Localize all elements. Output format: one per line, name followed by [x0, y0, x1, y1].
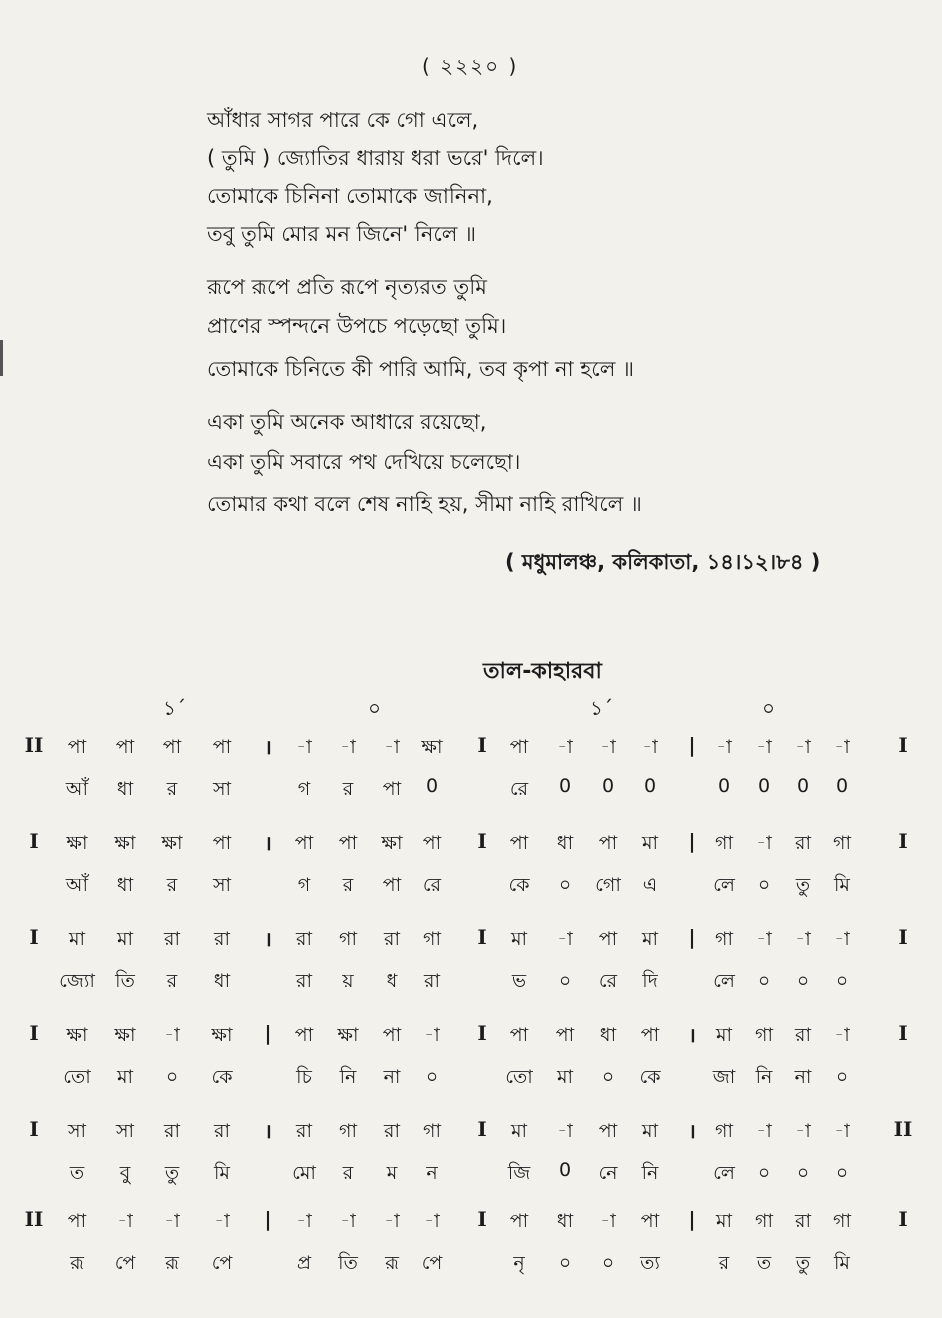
bar-line: | — [688, 925, 696, 949]
swar-note: রা — [384, 1120, 400, 1142]
swar-note: রা — [214, 1120, 230, 1142]
bani-syllable: র — [342, 778, 354, 800]
bani-syllable: ত — [69, 1162, 85, 1184]
swar-note: পা — [509, 1210, 529, 1232]
swar-note: ধা — [556, 1210, 574, 1232]
swar-note: মা — [715, 1024, 733, 1046]
bani-syllable: মো — [292, 1162, 316, 1184]
bar-line: II — [893, 1117, 913, 1141]
bani-syllable: ০ — [601, 1066, 615, 1088]
lyric-line: প্রাণের স্পন্দনে উপচে পড়েছো তুমি। — [207, 314, 507, 338]
swar-note: গা — [833, 832, 851, 854]
bani-syllable: পে — [421, 1252, 443, 1274]
swar-note: গা — [755, 1210, 773, 1232]
swar-note: -া — [795, 928, 811, 950]
swar-note: মা — [641, 832, 659, 854]
swar-note: -া — [642, 736, 658, 758]
lyric-line: ( তুমি ) জ্যোতির ধারায় ধরা ভরে' দিলে। — [207, 146, 544, 170]
bani-syllable: র — [166, 874, 178, 896]
bani-syllable: ধ — [386, 970, 398, 992]
composition-credit: ( মধুমালঞ্চ, কলিকাতা, ১৪।১২।৮৪ ) — [505, 550, 821, 574]
bani-syllable: গ — [297, 874, 311, 896]
bani-row — [0, 1249, 942, 1291]
bani-syllable: সা — [212, 778, 232, 800]
lyric-line: তোমার কথা বলে শেষ নাহি হয়, সীমা নাহি রাখিলে ॥ — [207, 492, 642, 516]
bani-syllable: লে — [713, 1162, 735, 1184]
bani-syllable: তু — [795, 1252, 811, 1274]
swar-note: পা — [115, 736, 135, 758]
bar-line: I — [29, 925, 39, 949]
bani-syllable: ০ — [558, 970, 572, 992]
swar-note: -া — [600, 1210, 616, 1232]
bani-syllable: য় — [342, 970, 354, 992]
swar-note: রা — [795, 832, 811, 854]
bani-syllable: তো — [505, 1066, 533, 1088]
bani-syllable: ন — [426, 1162, 438, 1184]
swar-note: পা — [338, 832, 358, 854]
bani-syllable: ০ — [165, 1066, 179, 1088]
bani-syllable: ০ — [601, 1252, 615, 1274]
bani-syllable: পা — [382, 778, 402, 800]
lyric-line: একা তুমি সবারে পথ দেখিয়ে চলেছো। — [207, 450, 521, 474]
bar-line: | — [264, 1207, 272, 1231]
swar-note: ক্ষা — [421, 736, 443, 758]
swar-note: -া — [756, 928, 772, 950]
bar-line: । — [264, 831, 272, 855]
bani-syllable: নে — [598, 1162, 618, 1184]
bani-syllable: বু — [119, 1162, 131, 1184]
bani-syllable: তি — [115, 970, 135, 992]
swar-note: -া — [795, 1120, 811, 1142]
bani-syllable: তু — [795, 874, 811, 896]
swar-note: ধা — [556, 832, 574, 854]
swar-note: রা — [384, 928, 400, 950]
swar-note: -া — [557, 736, 573, 758]
bani-syllable: জা — [712, 1066, 736, 1088]
bani-syllable: 0 — [796, 775, 810, 797]
swar-note: পা — [67, 1210, 87, 1232]
swar-note: পা — [422, 832, 442, 854]
bani-syllable: ০ — [835, 1162, 849, 1184]
swar-row — [0, 1117, 942, 1159]
bani-syllable: কে — [211, 1066, 233, 1088]
swar-note: মা — [116, 928, 134, 950]
bar-line: I — [29, 1117, 39, 1141]
bani-syllable: ০ — [558, 1252, 572, 1274]
swar-note: রা — [164, 928, 180, 950]
bar-line: I — [477, 733, 487, 757]
bani-syllable: মা — [116, 1066, 134, 1088]
bar-line: । — [264, 735, 272, 759]
swar-note: -া — [600, 736, 616, 758]
swar-note: -া — [164, 1210, 180, 1232]
lyric-line: তবু তুমি মোর মন জিনে' নিলে ॥ — [207, 222, 476, 246]
lyric-line: আঁধার সাগর পারে কে গো এলে, — [207, 108, 479, 132]
page-number: ( ২২২০ ) — [422, 54, 519, 78]
bar-line: | — [688, 1207, 696, 1231]
bani-row — [0, 871, 942, 913]
swar-note: ক্ষা — [161, 832, 183, 854]
bani-syllable: জ্যো — [59, 970, 95, 992]
bar-line: | — [688, 829, 696, 853]
bar-line: I — [477, 1207, 487, 1231]
bani-syllable: তু — [164, 1162, 180, 1184]
swar-note: -া — [756, 736, 772, 758]
lyric-line: তোমাকে চিনিতে কী পারি আমি, তব কৃপা না হলে ॥ — [207, 357, 634, 381]
bar-line: I — [898, 925, 908, 949]
swar-note: গা — [423, 1120, 441, 1142]
taal-heading: তাল-কাহারবা — [483, 659, 602, 684]
swar-note: পা — [555, 1024, 575, 1046]
swar-note: পা — [509, 832, 529, 854]
bar-line: । — [264, 927, 272, 951]
swar-note: -া — [384, 736, 400, 758]
bani-syllable: না — [794, 1066, 812, 1088]
swar-note: -া — [834, 1120, 850, 1142]
bani-syllable: ০ — [757, 874, 771, 896]
swar-note: রা — [296, 1120, 312, 1142]
bani-syllable: লে — [713, 874, 735, 896]
bani-syllable: নি — [641, 1162, 659, 1184]
swar-note: গা — [715, 928, 733, 950]
swar-note: মা — [715, 1210, 733, 1232]
swar-note: গা — [339, 1120, 357, 1142]
swar-note: ক্ষা — [211, 1024, 233, 1046]
bani-syllable: ০ — [796, 1162, 810, 1184]
bani-syllable: 0 — [643, 775, 657, 797]
bar-line: I — [477, 829, 487, 853]
swar-note: পা — [162, 736, 182, 758]
bar-line: I — [898, 1021, 908, 1045]
bani-syllable: আঁ — [65, 778, 89, 800]
bani-syllable: র — [166, 778, 178, 800]
swar-note: রা — [795, 1210, 811, 1232]
bar-line: I — [477, 925, 487, 949]
swar-note: -া — [340, 736, 356, 758]
swar-note: রা — [795, 1024, 811, 1046]
bani-syllable: ধা — [116, 778, 134, 800]
swar-note: পা — [294, 832, 314, 854]
swar-note: রা — [296, 928, 312, 950]
bani-syllable: চি — [296, 1066, 312, 1088]
bani-syllable: রা — [424, 970, 440, 992]
bani-syllable: রূ — [165, 1252, 179, 1274]
swar-note: রা — [214, 928, 230, 950]
swar-note: পা — [640, 1024, 660, 1046]
swar-note: -া — [296, 1210, 312, 1232]
swar-note: গা — [833, 1210, 851, 1232]
swar-note: ধা — [599, 1024, 617, 1046]
bani-syllable: 0 — [601, 775, 615, 797]
bar-line: I — [477, 1117, 487, 1141]
bani-syllable: ভ — [511, 970, 527, 992]
swar-note: -া — [424, 1210, 440, 1232]
swar-note: পা — [509, 736, 529, 758]
bani-syllable: মি — [214, 1162, 230, 1184]
bani-syllable: র — [166, 970, 178, 992]
bani-syllable: 0 — [835, 775, 849, 797]
bar-line: । — [264, 1119, 272, 1143]
swar-note: পা — [212, 832, 232, 854]
bani-row — [0, 1063, 942, 1105]
swar-note: গা — [339, 928, 357, 950]
bar-line: II — [24, 733, 44, 757]
swar-note: সা — [115, 1120, 135, 1142]
beat-mark: ০ — [368, 696, 382, 720]
bar-line: I — [898, 1207, 908, 1231]
page-edge-mark — [0, 340, 3, 376]
bani-syllable: এ — [642, 874, 658, 896]
swar-note: রা — [164, 1120, 180, 1142]
bar-line: । — [688, 1023, 696, 1047]
bani-syllable: ম — [386, 1162, 398, 1184]
bani-syllable: রে — [598, 970, 618, 992]
swar-note: -া — [834, 736, 850, 758]
bani-syllable: পে — [114, 1252, 136, 1274]
bani-syllable: র — [342, 1162, 354, 1184]
swar-note: ক্ষা — [114, 832, 136, 854]
lyric-line: তোমাকে চিনিনা তোমাকে জানিনা, — [207, 184, 493, 208]
bani-syllable: আঁ — [65, 874, 89, 896]
lyric-line: একা তুমি অনেক আধারে রয়েছো, — [207, 410, 487, 434]
swar-note: -া — [557, 928, 573, 950]
swar-note: -া — [384, 1210, 400, 1232]
swar-note: -া — [756, 832, 772, 854]
bar-line: । — [688, 1119, 696, 1143]
swar-note: -া — [557, 1120, 573, 1142]
bani-syllable: ০ — [425, 1066, 439, 1088]
bani-syllable: 0 — [425, 775, 439, 797]
swar-row — [0, 925, 942, 967]
bani-syllable: সা — [212, 874, 232, 896]
swar-note: -া — [834, 928, 850, 950]
swar-note: -া — [296, 736, 312, 758]
swar-note: -া — [716, 736, 732, 758]
bani-syllable: ০ — [558, 874, 572, 896]
bar-line: II — [24, 1207, 44, 1231]
bani-syllable: তো — [63, 1066, 91, 1088]
bani-syllable: গো — [595, 874, 621, 896]
swar-note: গা — [715, 832, 733, 854]
bani-syllable: প্র — [296, 1252, 312, 1274]
swar-note: ক্ষা — [337, 1024, 359, 1046]
beat-mark: ০ — [762, 696, 776, 720]
bani-syllable: না — [383, 1066, 401, 1088]
swar-note: ক্ষা — [66, 832, 88, 854]
swar-row — [0, 1021, 942, 1063]
swar-note: গা — [755, 1024, 773, 1046]
swar-note: -া — [756, 1120, 772, 1142]
swar-note: পা — [598, 928, 618, 950]
bani-syllable: ধা — [213, 970, 231, 992]
bani-syllable: দি — [642, 970, 658, 992]
bar-line: I — [29, 829, 39, 853]
bani-syllable: ০ — [757, 970, 771, 992]
swar-note: পা — [212, 736, 232, 758]
swar-note: -া — [340, 1210, 356, 1232]
swar-note: মা — [510, 928, 528, 950]
swar-note: পা — [67, 736, 87, 758]
bani-syllable: মা — [556, 1066, 574, 1088]
bar-line: I — [29, 1021, 39, 1045]
swar-note: ক্ষা — [114, 1024, 136, 1046]
bar-line: | — [688, 733, 696, 757]
bani-syllable: 0 — [558, 1159, 572, 1181]
bani-syllable: কে — [639, 1066, 661, 1088]
swar-note: -া — [117, 1210, 133, 1232]
bani-syllable: রা — [296, 970, 312, 992]
swar-note: গা — [715, 1120, 733, 1142]
swar-note: মা — [641, 928, 659, 950]
swar-note: মা — [510, 1120, 528, 1142]
bani-syllable: 0 — [558, 775, 572, 797]
swar-note: সা — [67, 1120, 87, 1142]
bani-syllable: তি — [338, 1252, 358, 1274]
swar-note: পা — [382, 1024, 402, 1046]
swar-note: পা — [294, 1024, 314, 1046]
swar-note: পা — [509, 1024, 529, 1046]
swar-note: গা — [423, 928, 441, 950]
bani-syllable: র — [718, 1252, 730, 1274]
bani-syllable: ত্য — [640, 1252, 660, 1274]
bani-syllable: ০ — [835, 970, 849, 992]
bani-syllable: মি — [834, 1252, 850, 1274]
bani-row — [0, 1159, 942, 1201]
swar-note: -া — [214, 1210, 230, 1232]
bani-row — [0, 967, 942, 1009]
bani-syllable: পা — [382, 874, 402, 896]
bani-syllable: লে — [713, 970, 735, 992]
bar-line: | — [264, 1021, 272, 1045]
bani-syllable: ধা — [116, 874, 134, 896]
swar-note: -া — [834, 1024, 850, 1046]
bar-line: I — [898, 733, 908, 757]
bani-syllable: 0 — [757, 775, 771, 797]
swar-note: পা — [598, 832, 618, 854]
bani-syllable: পে — [211, 1252, 233, 1274]
swar-note: ক্ষা — [381, 832, 403, 854]
bani-syllable: ০ — [835, 1066, 849, 1088]
bani-syllable: ০ — [796, 970, 810, 992]
bani-syllable: জি — [507, 1162, 531, 1184]
bani-syllable: র — [342, 874, 354, 896]
bani-row — [0, 775, 942, 817]
swar-note: ক্ষা — [66, 1024, 88, 1046]
swar-row — [0, 733, 942, 775]
bani-syllable: নি — [755, 1066, 773, 1088]
swar-note: মা — [641, 1120, 659, 1142]
bani-syllable: 0 — [717, 775, 731, 797]
bani-syllable: মি — [834, 874, 850, 896]
bani-syllable: নি — [339, 1066, 357, 1088]
bani-syllable: রূ — [70, 1252, 84, 1274]
bani-syllable: ত — [756, 1252, 772, 1274]
bani-syllable: ০ — [757, 1162, 771, 1184]
bar-line: I — [477, 1021, 487, 1045]
swar-note: -া — [424, 1024, 440, 1046]
bani-syllable: রে — [422, 874, 442, 896]
bani-syllable: নৃ — [513, 1252, 525, 1274]
bani-syllable: কে — [508, 874, 530, 896]
swar-note: -া — [795, 736, 811, 758]
swar-note: -া — [164, 1024, 180, 1046]
bar-line: I — [898, 829, 908, 853]
bani-syllable: গ — [297, 778, 311, 800]
swar-note: মা — [68, 928, 86, 950]
bani-syllable: রে — [509, 778, 529, 800]
beat-mark: ১´ — [590, 696, 613, 720]
swar-note: পা — [640, 1210, 660, 1232]
bani-syllable: রূ — [385, 1252, 399, 1274]
swar-row — [0, 1207, 942, 1249]
swar-note: পা — [598, 1120, 618, 1142]
lyric-line: রূপে রূপে প্রতি রূপে নৃত্যরত তুমি — [207, 275, 487, 299]
beat-mark: ১´ — [163, 696, 186, 720]
swar-row — [0, 829, 942, 871]
